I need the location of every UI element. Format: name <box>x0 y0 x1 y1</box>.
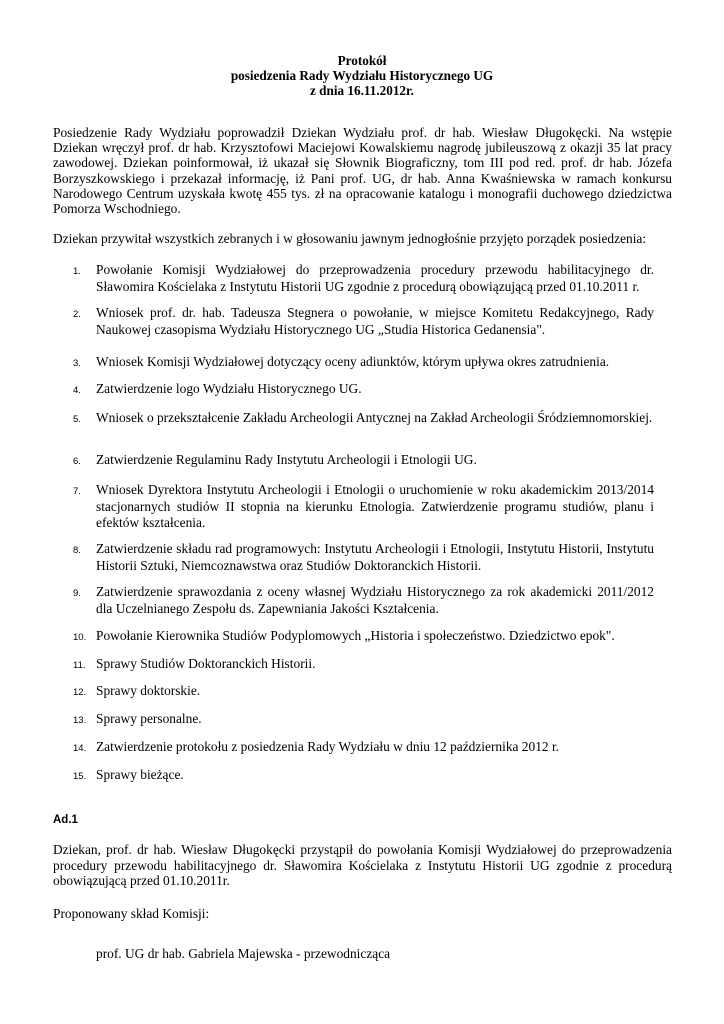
agenda-item-text: Wniosek Komisji Wydziałowej dotyczący oceny adiunktów, którym upływa okres zatrudnienia. <box>96 354 610 369</box>
ad1-paragraph: Dziekan, prof. dr hab. Wiesław Długokęcki przystąpił do powołania Komisji Wydziałowej do przeprowadzenia procedury przewodu habilitacyjnego dr. Sławomira Kościelaka z Instytutu Historii UG zgodnie z procedurą obowiązującą przed 01.10.2011r. <box>53 842 672 889</box>
agenda-item-text: Zatwierdzenie Regulaminu Rady Instytutu Archeologii i Etnologii UG. <box>96 452 477 467</box>
agenda-intro: Dziekan przywitał wszystkich zebranych i w głosowaniu jawnym jednogłośnie przyjęto porządek posiedzenia: <box>53 231 647 246</box>
agenda-item-number: 6. <box>73 456 81 467</box>
agenda-item-text: Zatwierdzenie protokołu z posiedzenia Rady Wydziału w dniu 12 października 2012 r. <box>96 739 560 754</box>
document-subtitle: posiedzenia Rady Wydziału Historycznego UG <box>230 68 494 83</box>
agenda-item-text: Powołanie Kierownika Studiów Podyplomowych „Historia i społeczeństwo. Dziedzictwo epok". <box>96 628 615 643</box>
agenda-item-number: 1. <box>73 266 81 277</box>
agenda-item-number: 12. <box>73 687 87 698</box>
document-title: Protokół <box>337 53 387 68</box>
agenda-item-number: 13. <box>73 715 87 726</box>
agenda-item-text: Sprawy doktorskie. <box>96 683 201 698</box>
agenda-item-number: 14. <box>73 743 87 754</box>
section-heading-ad1: Ad.1 <box>53 814 78 826</box>
agenda-item-text: Wniosek prof. dr. hab. Tadeusza Stegnera o powołanie, w miejsce Komitetu Redakcyjnego, Rady Naukowej czasopisma Wydziału Historycznego UG „Studia Historica Gedanensia". <box>96 305 654 337</box>
agenda-item-number: 9. <box>73 588 81 599</box>
agenda-item-text: Sprawy bieżące. <box>96 767 184 782</box>
agenda-item-number: 15. <box>73 771 87 782</box>
agenda-item-number: 8. <box>73 545 81 556</box>
agenda-item-text: Wniosek Dyrektora Instytutu Archeologii i Etnologii o uruchomienie w roku akademickim 2013/2014 stacjonarnych studiów II stopnia na kierunku Etnologia. Zatwierdzenie programu studiów, planu i efektów kształcenia. <box>96 482 654 530</box>
agenda-item-number: 10. <box>73 632 87 643</box>
agenda-item-text: Zatwierdzenie składu rad programowych: Instytutu Archeologii i Etnologii, Instytutu Historii, Instytutu Historii Sztuki, Niemcoznawstwa oraz Studiów Doktoranckich Historii. <box>96 541 654 573</box>
agenda-item-number: 11. <box>73 660 86 671</box>
agenda-item-number: 2. <box>73 309 81 320</box>
agenda-item-text: Powołanie Komisji Wydziałowej do przeprowadzenia procedury przewodu habilitacyjnego dr. Sławomira Kościelaka z Instytutu Historii UG zgodnie z procedurą obowiązującą przed 01.10.2011 r. <box>96 262 654 294</box>
committee-member: prof. UG dr hab. Gabriela Majewska - przewodnicząca <box>96 946 391 961</box>
agenda-item-text: Sprawy Studiów Doktoranckich Historii. <box>96 656 316 671</box>
document-date: z dnia 16.11.2012r. <box>310 83 414 98</box>
agenda-item-text: Zatwierdzenie logo Wydziału Historycznego UG. <box>96 381 362 396</box>
agenda-item-text: Sprawy personalne. <box>96 711 202 726</box>
committee-label: Proponowany skład Komisji: <box>53 906 210 921</box>
agenda-item-number: 4. <box>73 385 81 396</box>
agenda-item-number: 7. <box>73 486 81 497</box>
agenda-item-text: Wniosek o przekształcenie Zakładu Archeologii Antycznej na Zakład Archeologii Śródziemnomorskiej. <box>96 410 653 425</box>
agenda-item-number: 3. <box>73 358 81 369</box>
intro-paragraph: Posiedzenie Rady Wydziału poprowadził Dziekan Wydziału prof. dr hab. Wiesław Długokęcki. Na wstępie Dziekan wręczył prof. dr hab. Krzysztofowi Maciejowi Kowalskiemu nagrodę jubileuszową z okazji 35 lat pracy zawodowej. Dziekan poinformował, iż ukazał się Słownik Biograficzny, tom III pod red. prof. dr hab. Józefa Borzyszkowskiego i przekazał informację, iż Pani prof. UG, dr hab. Anna Kwaśniewska w ramach konkursu Narodowego Centrum uzyskała kwotę 455 tys. zł na opracowanie katalogu i monografii duchowego dziedzictwa Pomorza Wschodniego. <box>53 125 672 217</box>
agenda-item-text: Zatwierdzenie sprawozdania z oceny własnej Wydziału Historycznego za rok akademicki 2011/2012 dla Uczelnianego Zespołu ds. Zapewniania Jakości Kształcenia. <box>96 584 654 616</box>
agenda-item-number: 5. <box>73 414 81 425</box>
